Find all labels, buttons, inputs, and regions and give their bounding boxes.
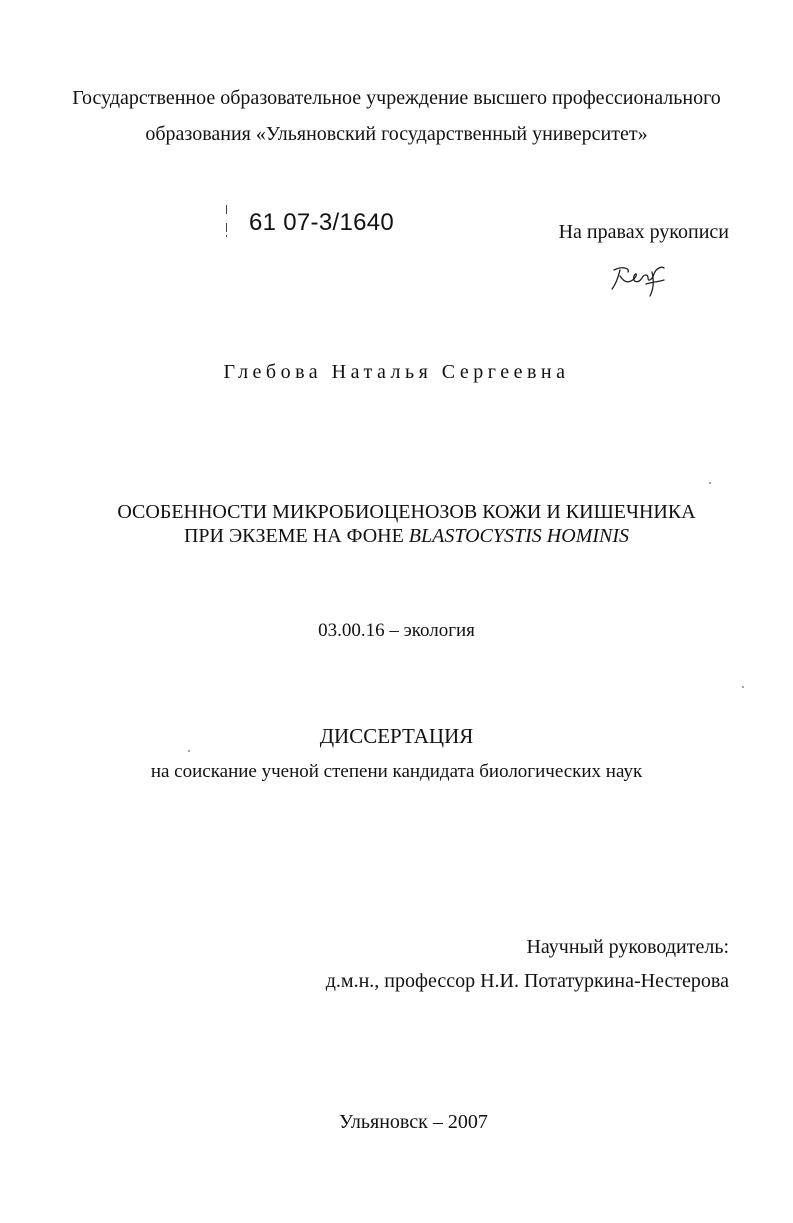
institution-line-2: образования «Ульяновский государственный университет»: [145, 123, 648, 145]
city-year: Ульяновск – 2007: [339, 1111, 488, 1133]
author-name: Глебова Наталья Сергеевна: [223, 361, 570, 383]
institution-line-1: Государственное образовательное учреждение высшего профессионального: [72, 87, 721, 109]
dissertation-title: [100, 500, 713, 548]
supervisor-name: д.м.н., профессор Н.И. Потатуркина-Нестерова: [325, 970, 729, 992]
document-type: ДИССЕРТАЦИЯ: [319, 724, 474, 748]
degree-purpose: на соискание ученой степени кандидата биологических наук: [150, 761, 643, 782]
scan-speck: [188, 750, 190, 752]
specialty-code: 03.00.16 – экология: [318, 620, 475, 641]
title-line-2-prefix: ПРИ ЭКЗЕМЕ НА ФОНЕ: [183, 525, 409, 547]
scan-speck: [709, 482, 711, 484]
rights-label: На правах рукописи: [558, 221, 729, 243]
stamp-marks: [226, 205, 228, 240]
library-stamp-number: 61 07-3/1640: [249, 209, 395, 236]
title-line-2-organism: BLASTOCYSTIS HOMINIS: [408, 525, 630, 547]
institution-header: [40, 80, 753, 152]
title-line-1: ОСОБЕННОСТИ МИКРОБИОЦЕНОЗОВ КОЖИ И КИШЕЧНИКА: [117, 501, 696, 523]
signature-icon: [604, 262, 668, 298]
supervisor-label: Научный руководитель:: [526, 936, 729, 958]
scan-speck: [742, 686, 744, 688]
title-line-2: [100, 524, 713, 548]
